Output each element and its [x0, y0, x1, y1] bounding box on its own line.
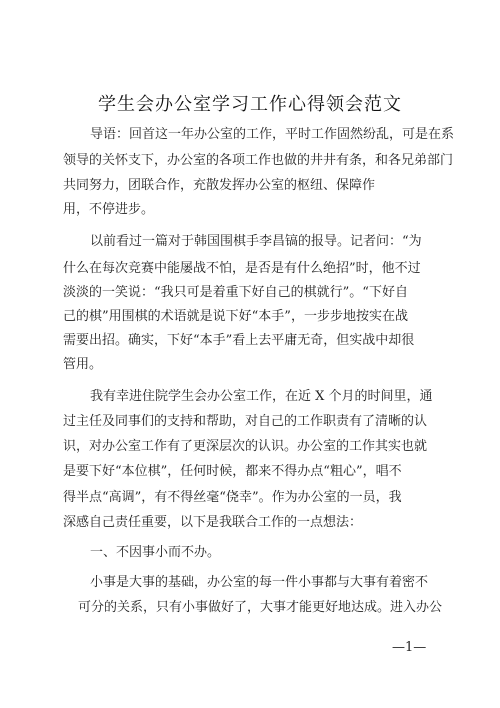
body-line: 以前看过一篇对于韩国围棋手李昌镐的报导。记者问：“为: [90, 234, 422, 249]
body-line: 什么在每次竞赛中能屡战不怕，是否是有什么绝招”时，他不过: [63, 261, 421, 276]
body-line: 是要下好“本位棋”，任何时候，都来不得办点“粗心”，唱不: [63, 464, 402, 479]
body-line: 领导的关怀支下，办公室的各项工作也做的井井有条，和各兄弟部门: [63, 153, 454, 168]
body-line: 可分的关系，只有小事做好了，大事才能更好地达成。进入办公: [78, 600, 443, 615]
document-title: 学生会办公室学习工作心得领会范文: [98, 94, 402, 115]
body-line: 用，不停进步。: [63, 202, 155, 217]
body-line: 共同努力，团联合作，充散发挥办公室的枢纽、保障作: [63, 178, 376, 193]
body-line: 需要出招。确实，下好“本手”看上去平庸无奇，但实战中却很: [63, 333, 415, 348]
page-number: —1—: [392, 640, 427, 655]
body-line: 过主任及同事们的支持和帮助，对自己的工作职责有了清晰的认: [63, 414, 428, 429]
body-line: 淡淡的一笑说：“我只可是着重下好自己的棋就行”。“下好自: [63, 285, 408, 300]
body-line: 管用。: [63, 357, 103, 372]
body-line: 小事是大事的基础，办公室的每一件小事都与大事有着密不: [90, 575, 429, 590]
section-heading: 一、不因事小而不办。: [90, 545, 221, 560]
body-line: 得半点“高调”，有不得丝毫“侥幸”。作为办公室的一员，我: [63, 490, 402, 505]
body-line: 我有幸进住院学生会办公室工作，在近 X 个月的时间里，通: [90, 389, 433, 404]
body-line: 深感自己责任重要，以下是我联合工作的一点想法：: [63, 515, 363, 530]
body-line: 识，对办公室工作有了更深层次的认识。办公室的工作其实也就: [63, 439, 428, 454]
body-line: 己的棋”用围棋的术语就是说下好“本手”，一步步地按实在战: [63, 309, 408, 324]
body-line: 导语：回首这一年办公室的工作，平时工作固然纷乱，可是在系: [90, 127, 455, 142]
